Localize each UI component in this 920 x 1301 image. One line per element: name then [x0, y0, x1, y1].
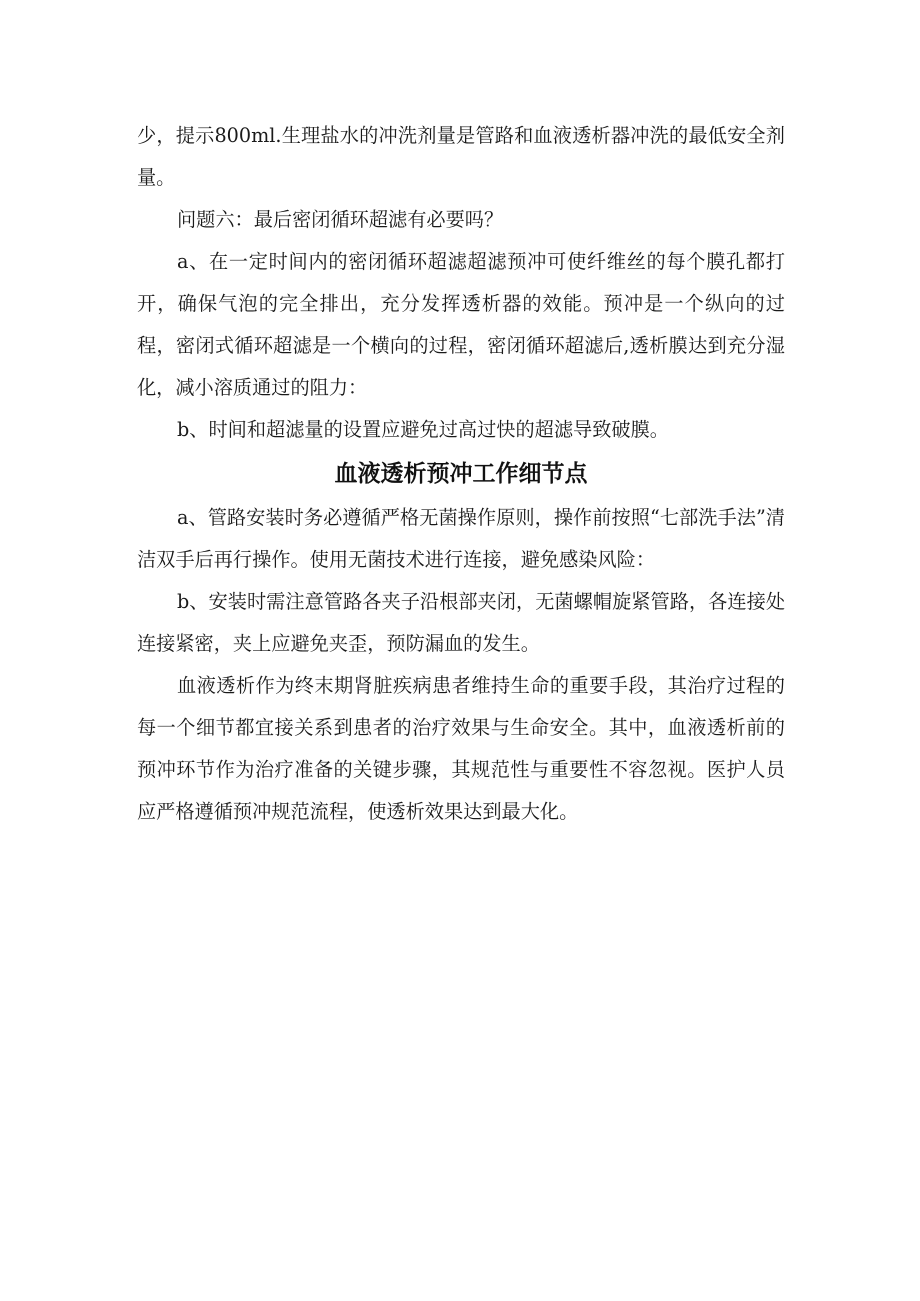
detail-b-paragraph: b、安装时需注意管路各夹子沿根部夹闭，无菌螺帽旋紧管路，各连接处连接紧密，夹上应避免夹歪，预防漏血的发生。: [137, 590, 785, 655]
section-title: 血液透析预冲工作细节点: [334, 461, 588, 487]
answer-a-paragraph: a、在一定时间内的密闭循环超滤超滤预冲可使纤维丝的每个膜孔都打开，确保气泡的完全排出，充分发挥透析器的效能。预冲是一个纵向的过程，密闭式循环超滤是一个横向的过程，密闭循环超滤后,透析膜达到充分湿化，减小溶质通过的阻力：: [137, 250, 785, 399]
conclusion-paragraph: 血液透析作为终末期肾脏疾病患者维持生命的重要手段，其治疗过程的每一个细节都宜接关系到患者的治疗效果与生命安全。其中，血液透析前的预冲环节作为治疗准备的关键步骤，其规范性与重要性不容忽视。医护人员应严格遵循预冲规范流程，使透析效果达到最大化。: [137, 674, 785, 823]
detail-a-paragraph: a、管路安装时务必遵循严格无菌操作原则，操作前按照“七部洗手法”清洁双手后再行操作。使用无菌技术进行连接，避免感染风险：: [137, 506, 785, 571]
document-body: [137, 115, 785, 833]
question-six-heading: 问题六：最后密闭循环超滤有必要吗？: [177, 208, 504, 231]
answer-b-paragraph: b、时间和超滤量的设置应避免过高过快的超滤导致破膜。: [177, 418, 669, 441]
paragraph-continuation: 少，提示800ml.生理盐水的冲洗剂量是管路和血液透析器冲洗的最低安全剂量。: [137, 124, 785, 189]
